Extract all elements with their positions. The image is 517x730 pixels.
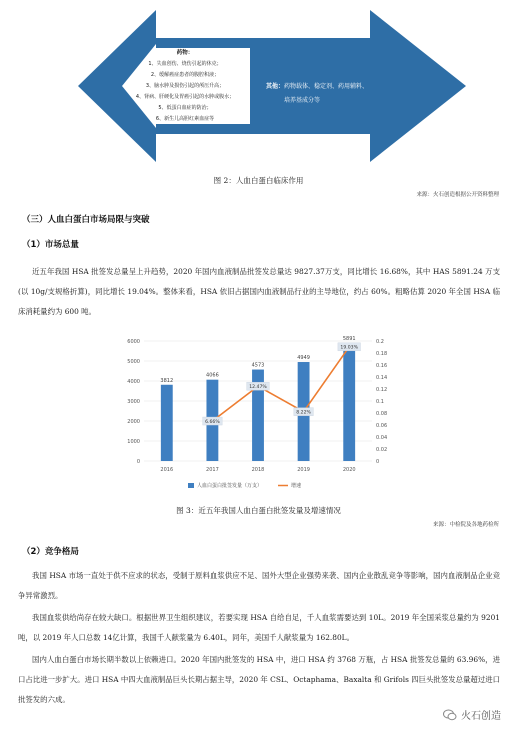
legend-bar-label: 人血白蛋白批签发量（万支）	[197, 483, 263, 489]
paragraph-imports-text: 国内人血白蛋白市场长期半数以上依赖进口。2020 年国内批签发的 HSA 中，进口 HSA 约 3768 万瓶，占 HSA 批签发总量的 63.96%，进口占比进一步扩大。进口 HSA 中四大血液制品巨头长期占据主导，2020 年 CSL、Octaphama、Baxalta 和 Grifols 四巨头批签发总量超过进口批签发的六成。	[18, 655, 500, 704]
subheading-market-size: （1）市场总量	[22, 240, 79, 250]
x-axis-tick-label: 2019	[297, 467, 310, 473]
chart-container	[112, 333, 402, 501]
left-axis-tick-label: 3000	[127, 399, 140, 405]
diagram-left-item-3: 3、脑水肿及损伤引起的颅压升高；	[145, 83, 225, 89]
line-value-label: 12.47%	[249, 384, 267, 390]
right-axis-tick-label: 0.1	[376, 399, 384, 405]
paragraph-imports	[18, 650, 500, 710]
diagram-left-title: 药物：	[176, 50, 194, 56]
diagram-right-text-2: 培养基成分等	[284, 97, 321, 104]
diagram-left-item-1: 1、失血创伤、烧伤引起的休克；	[148, 61, 222, 67]
bar	[343, 343, 355, 461]
bar-value-label: 4949	[297, 355, 310, 362]
right-axis-tick-label: 0.08	[376, 411, 388, 417]
figure3-source: 来源：中检院及各地药检所	[432, 522, 499, 528]
left-axis-tick-label: 5000	[127, 359, 140, 365]
growth-line	[212, 347, 349, 421]
section-heading: （三）人血白蛋白市场局限与突破	[22, 215, 150, 225]
x-axis-tick-label: 2016	[160, 467, 174, 473]
paragraph-plasma-gap	[18, 608, 500, 648]
figure2-caption: 图 2：人血白蛋白临床作用	[213, 176, 304, 185]
paragraph-plasma-gap-text: 我国血浆供给尚存在较大缺口。根据世界卫生组织建议，若要实现 HSA 自给自足，千人血浆需要达到 10L。2019 年全国采浆总量约为 9201 吨，以 2019 年人口总数 14亿计算，我国千人献浆量为 6.40L，同年，美国千人献浆量为 162.80L。	[18, 613, 500, 642]
legend-line-label: 增速	[291, 483, 302, 489]
right-axis-tick-label: 0.02	[376, 447, 388, 453]
diagram-right-title: 其他：	[266, 83, 285, 90]
watermark	[443, 707, 501, 722]
line-value-label: 19.03%	[340, 345, 358, 351]
bar-value-label: 5891	[342, 336, 356, 343]
legend-bar-swatch	[188, 483, 194, 488]
bar-value-label: 4066	[206, 372, 219, 379]
diagram-left-item-4: 4、肾病、肝硬化及胃癌引起的水肿或腹水；	[135, 94, 235, 100]
right-axis-tick-label: 0.06	[376, 423, 388, 429]
left-axis-tick-label: 0	[136, 459, 140, 465]
bar	[161, 385, 173, 461]
bar-value-label: 4573	[251, 362, 265, 369]
right-axis-tick-label: 0	[376, 459, 380, 465]
x-axis-tick-label: 2017	[206, 467, 219, 473]
wechat-icon	[443, 708, 457, 722]
x-axis-tick-label: 2020	[342, 467, 356, 473]
clinical-use-diagram	[78, 10, 466, 162]
hsa-chart	[112, 333, 402, 501]
diagram-left-item-2: 2、缓解癌症患者的腹腔积液；	[150, 72, 220, 78]
left-axis-tick-label: 6000	[127, 339, 140, 345]
right-axis-tick-label: 0.04	[376, 435, 388, 441]
left-axis-tick-label: 2000	[127, 419, 140, 425]
figure2-source: 来源：火石创造根据公开资料整理	[416, 192, 499, 198]
bar-value-label: 3812	[160, 377, 174, 384]
paragraph-competition	[18, 566, 500, 606]
paragraph-competition-text: 我国 HSA 市场一直处于供不应求的状态，受制于原料血浆供应不足、国外大型企业强势来袭、国内企业散乱竞争等影响，国内血液制品企业竞争异常激烈。	[18, 571, 500, 600]
left-axis-tick-label: 4000	[127, 379, 140, 385]
paragraph-market-size	[18, 262, 500, 322]
line-value-label: 6.66%	[205, 419, 220, 425]
left-axis-tick-label: 1000	[127, 439, 140, 445]
figure3-caption: 图 3：近五年我国人血白蛋白批签发量及增速情况	[176, 506, 341, 515]
x-axis-tick-label: 2018	[251, 467, 265, 473]
right-axis-tick-label: 0.12	[376, 387, 388, 393]
diagram-left-item-5: 5、低蛋白血症的防治；	[158, 105, 212, 111]
diagram-right-text-1: 药物载体、稳定剂、药用辅料、	[284, 83, 369, 90]
subheading-competition: （2）竞争格局	[22, 547, 79, 557]
diagram-left-item-6: 6、新生儿高胆红素血症等	[155, 116, 215, 122]
watermark-text: 火石创造	[461, 711, 501, 722]
right-text-box-frame	[250, 40, 258, 132]
right-axis-tick-label: 0.18	[376, 351, 388, 357]
right-axis-tick-label: 0.16	[376, 363, 388, 369]
right-axis-tick-label: 0.2	[376, 339, 384, 345]
paragraph-market-size-text: 近五年我国 HSA 批签发总量呈上升趋势，2020 年国内血液制品批签发总量达 9827.37万支，同比增长 16.68%，其中 HAS 5891.24 万支(以 10g/支规格折算)，同比增长 19.04%。整体来看，HSA 依旧占据国内血液制品行业的主导地位，约占 60%。粗略估算 2020 年全国 HSA 临床消耗量约为 600 吨。	[18, 267, 500, 316]
line-value-label: 8.22%	[296, 410, 311, 416]
right-axis-tick-label: 0.14	[376, 375, 388, 381]
